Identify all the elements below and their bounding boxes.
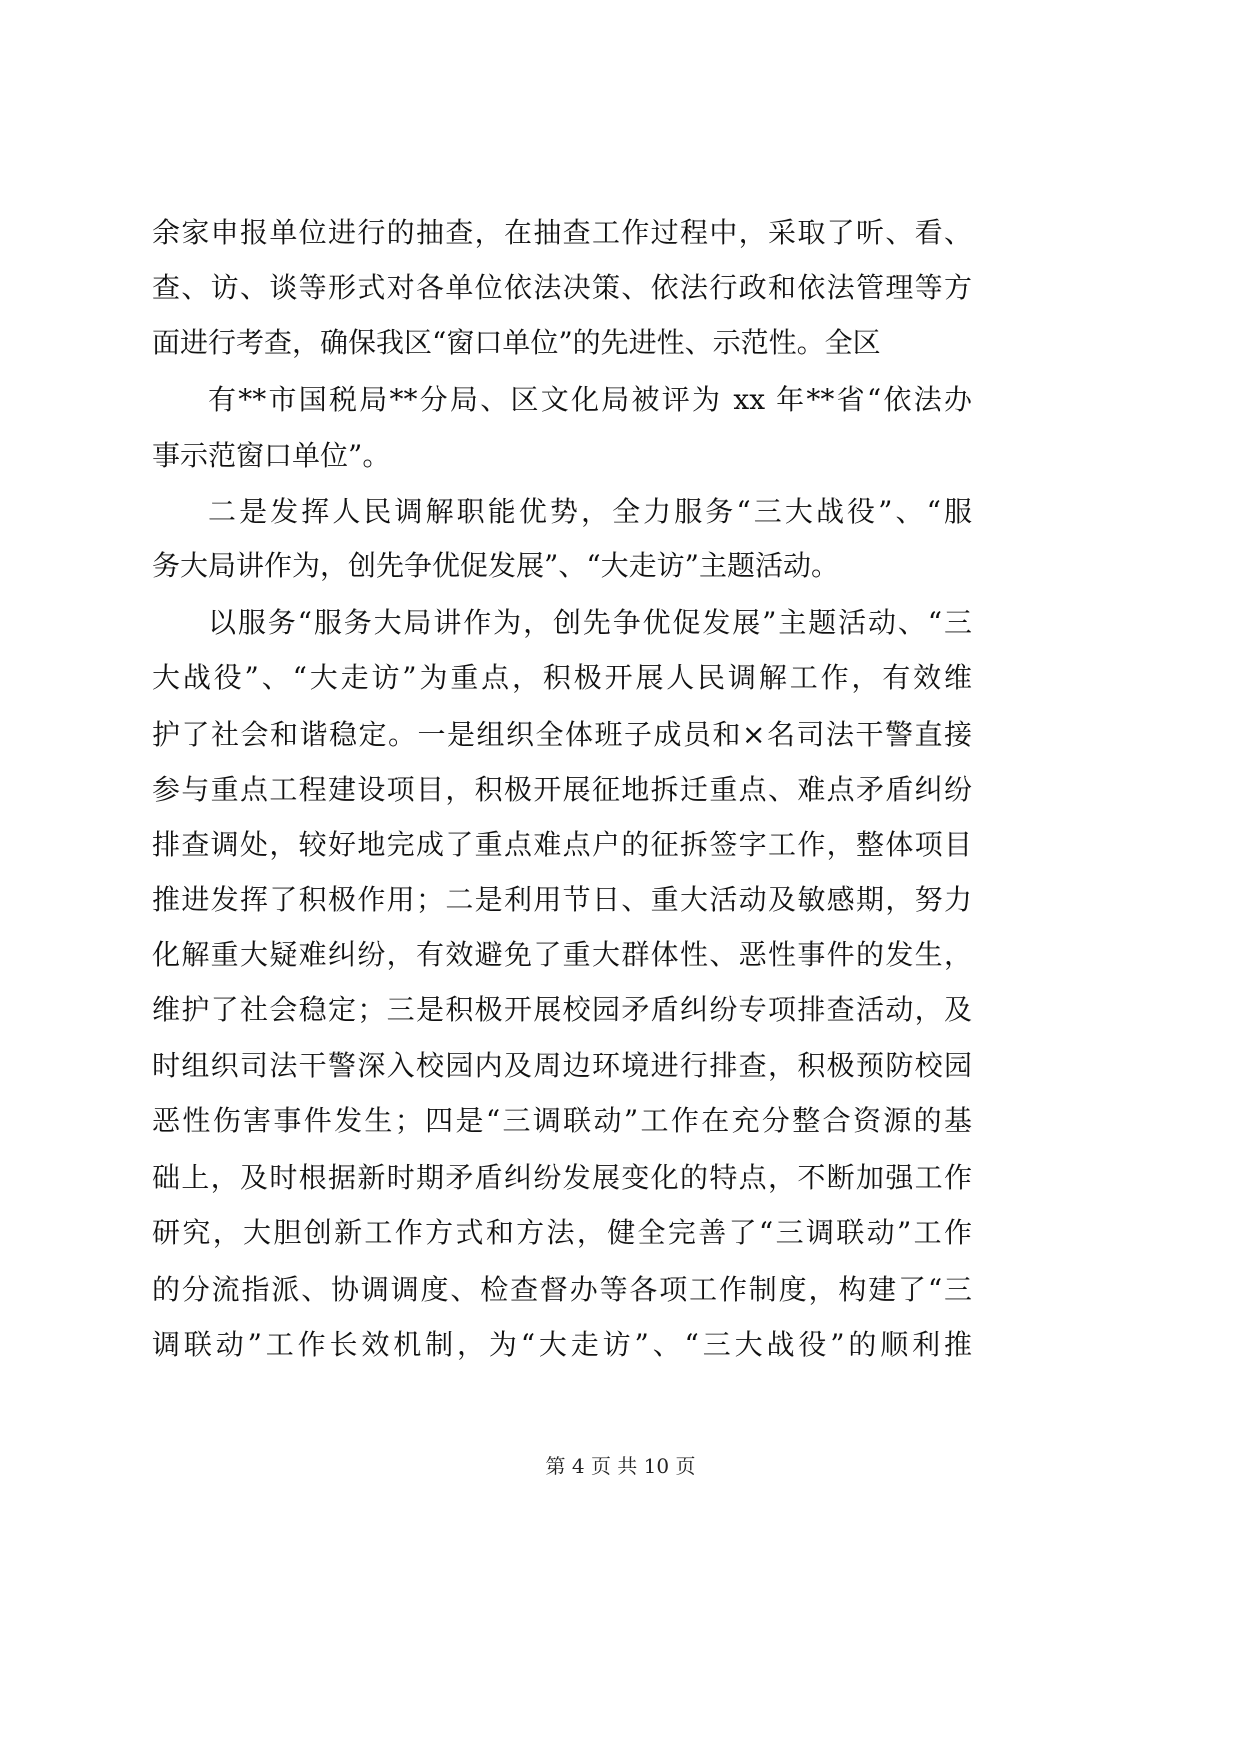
text-line: 化解重大疑难纠纷，有效避免了重大群体性、恶性事件的发生， xyxy=(152,938,972,971)
text-line: 务大局讲作为，创先争优促发展”、“大走访”主题活动。 xyxy=(152,549,839,582)
text-line: 查、访、谈等形式对各单位依法决策、依法行政和依法管理等方 xyxy=(152,271,972,304)
text-line: 面进行考查，确保我区“窗口单位”的先进性、示范性。全区 xyxy=(152,326,881,359)
text-line: 事示范窗口单位”。 xyxy=(152,439,391,472)
text-line: 有**市国税局**分局、区文化局被评为 xx 年**省“依法办 xyxy=(208,383,972,416)
text-line: 参与重点工程建设项目，积极开展征地拆迁重点、难点矛盾纠纷 xyxy=(152,773,972,806)
text-line: 调联动”工作长效机制，为“大走访”、“三大战役”的顺利推 xyxy=(152,1328,972,1361)
text-line: 大战役”、“大走访”为重点，积极开展人民调解工作，有效维 xyxy=(152,661,972,694)
text-line: 研究，大胆创新工作方式和方法，健全完善了“三调联动”工作 xyxy=(152,1216,972,1249)
text-line: 时组织司法干警深入校园内及周边环境进行排查，积极预防校园 xyxy=(152,1049,972,1082)
page-number-footer: 第 4 页 共 10 页 xyxy=(545,1454,696,1478)
text-line: 余家申报单位进行的抽查，在抽查工作过程中，采取了听、看、 xyxy=(152,216,972,249)
text-line: 排查调处，较好地完成了重点难点户的征拆签字工作，整体项目 xyxy=(152,828,972,861)
text-line: 二是发挥人民调解职能优势，全力服务“三大战役”、“服 xyxy=(208,495,972,528)
text-line: 的分流指派、协调调度、检查督办等各项工作制度，构建了“三 xyxy=(152,1273,972,1306)
text-line: 以服务“服务大局讲作为，创先争优促发展”主题活动、“三 xyxy=(208,606,972,639)
text-line: 护了社会和谐稳定。一是组织全体班子成员和×名司法干警直接 xyxy=(152,718,972,751)
text-line: 维护了社会稳定；三是积极开展校园矛盾纠纷专项排查活动，及 xyxy=(152,993,972,1026)
text-line: 础上，及时根据新时期矛盾纠纷发展变化的特点，不断加强工作 xyxy=(152,1161,972,1194)
text-line: 推进发挥了积极作用；二是利用节日、重大活动及敏感期，努力 xyxy=(152,883,972,916)
text-line: 恶性伤害事件发生；四是“三调联动”工作在充分整合资源的基 xyxy=(152,1104,972,1137)
